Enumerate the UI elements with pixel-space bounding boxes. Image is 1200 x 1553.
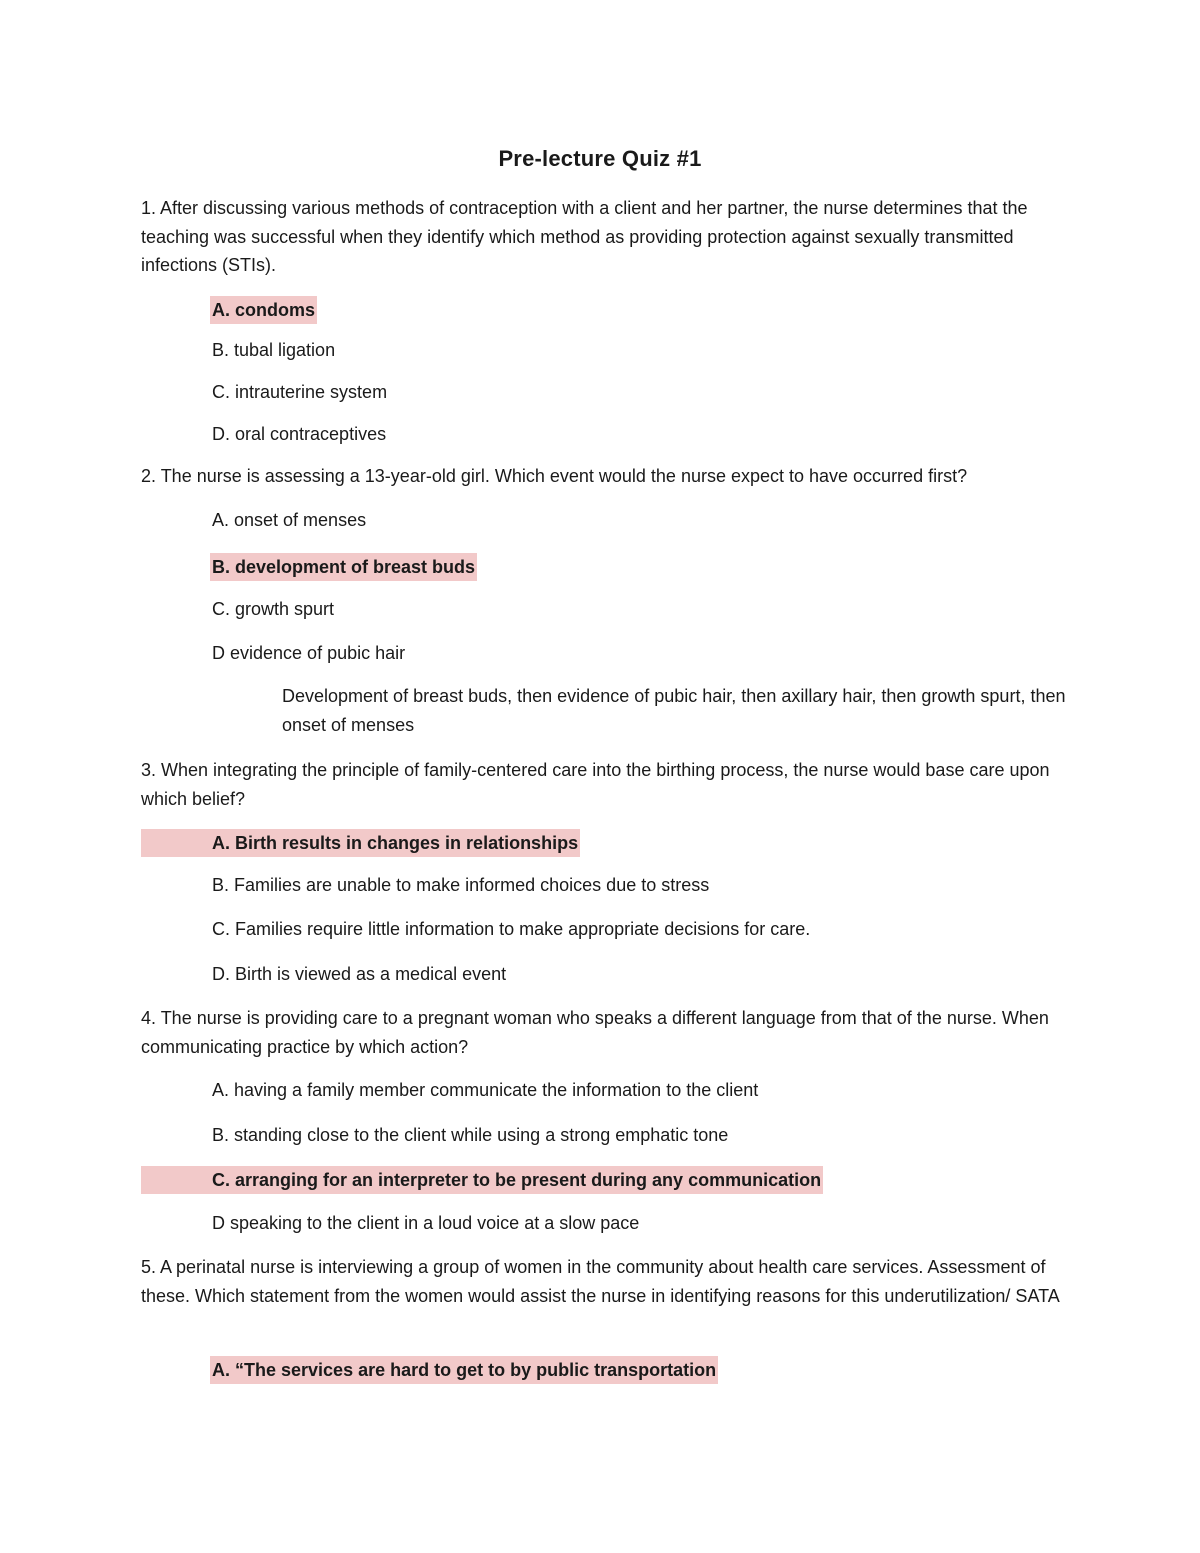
question-2-option-a: A. onset of menses	[212, 510, 367, 530]
question-3-option-b: B. Families are unable to make informed choices due to stress	[212, 875, 710, 895]
question-4-option-c-correct: C. arranging for an interpreter to be present during any communication	[141, 1166, 823, 1194]
question-2-text: 2. The nurse is assessing a 13-year-old girl. Which event would the nurse expect to have occurred first?	[141, 466, 968, 486]
question-1-option-b: B. tubal ligation	[212, 340, 336, 360]
question-4-option-b: B. standing close to the client while using a strong emphatic tone	[212, 1125, 729, 1145]
question-3-option-a-correct: A. Birth results in changes in relationships	[141, 829, 580, 857]
question-2-rationale-note: Development of breast buds, then evidence of pubic hair, then axillary hair, then growth spurt, then onset of menses	[282, 686, 1066, 735]
question-3-text: 3. When integrating the principle of family-centered care into the birthing process, the nurse would base care upon which belief?	[141, 760, 1050, 809]
question-4-option-d: D speaking to the client in a loud voice at a slow pace	[212, 1213, 640, 1233]
page-title: Pre-lecture Quiz #1	[498, 146, 702, 171]
question-2-option-d: D evidence of pubic hair	[212, 643, 406, 663]
question-3-option-c: C. Families require little information to make appropriate decisions for care.	[212, 919, 811, 939]
question-3-option-d: D. Birth is viewed as a medical event	[212, 964, 507, 984]
question-2-option-b-correct: B. development of breast buds	[210, 553, 477, 581]
question-1-option-d: D. oral contraceptives	[212, 424, 387, 444]
question-2-option-c: C. growth spurt	[212, 599, 335, 619]
question-1-option-c: C. intrauterine system	[212, 382, 388, 402]
question-5-text: 5. A perinatal nurse is interviewing a group of women in the community about health care services. Assessment of these. Which statement from the women would assist the nurse in identifying reasons for this underutilization/ SATA	[141, 1257, 1060, 1306]
question-5-option-a-correct: A. “The services are hard to get to by public transportation	[210, 1356, 718, 1384]
question-4-text: 4. The nurse is providing care to a pregnant woman who speaks a different language from that of the nurse. When communicating practice by which action?	[141, 1008, 1049, 1057]
question-1-text: 1. After discussing various methods of contraception with a client and her partner, the nurse determines that the teaching was successful when they identify which method as providing protection against sexually transmitted infections (STIs).	[141, 198, 1028, 275]
question-1-option-a-correct: A. condoms	[210, 296, 317, 324]
question-4-option-a: A. having a family member communicate the information to the client	[212, 1080, 759, 1100]
